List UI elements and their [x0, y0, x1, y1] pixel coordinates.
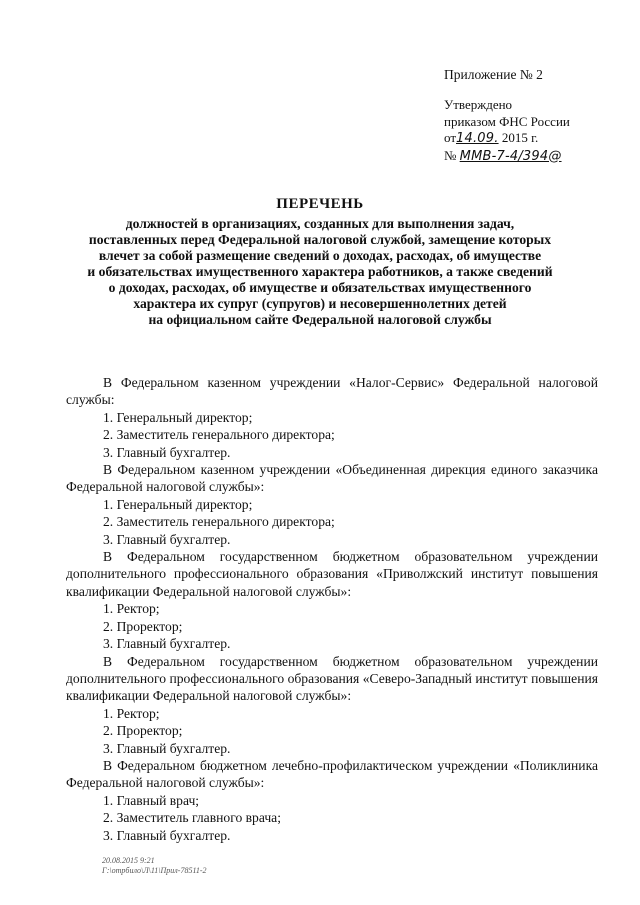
approval-block — [444, 97, 570, 165]
date-prefix: от — [444, 130, 457, 145]
document-title — [60, 196, 580, 328]
section-intro: В Федеральном государственном бюджетном образовательном учреждении дополнительного профессионального образования «Приволжский институт повышения квалификации Федеральной налоговой службы»: — [66, 549, 598, 599]
title-heading: ПЕРЕЧЕНЬ — [276, 196, 364, 212]
title-line: должностей в организациях, созданных для выполнения задач, — [125, 216, 515, 231]
footer-timestamp: 20.08.2015 9:21 — [102, 856, 155, 865]
position-item: 1. Главный врач; — [103, 792, 200, 808]
title-line: характера их супруг (супругов) и несовершеннолетних детей — [133, 296, 507, 311]
position-item: 2. Проректор; — [103, 618, 183, 634]
section-intro: В Федеральном государственном бюджетном образовательном учреждении дополнительного профессионального образования «Северо-Западный институт повышения квалификации Федеральной налоговой службы»: — [66, 653, 598, 704]
position-item: 2. Заместитель главного врача; — [103, 810, 281, 826]
appendix-label: Приложение № 2 — [444, 67, 543, 82]
section-intro: В Федеральном бюджетном лечебно-профилактическом учреждении «Поликлиника Федеральной налоговой службы»: — [66, 757, 598, 791]
approved-line: Утверждено — [444, 97, 513, 112]
order-number-line — [444, 148, 570, 166]
section-intro: В Федеральном казенном учреждении «Объединенная дирекция единого заказчика Федеральной налоговой службы»: — [66, 462, 598, 495]
title-line: о доходах, расходах, об имуществе и обязательствах имущественного — [108, 280, 532, 295]
position-item: 1. Генеральный директор; — [103, 409, 253, 425]
position-item: 2. Заместитель генерального директора; — [103, 514, 335, 530]
section-intro: В Федеральном казенном учреждении «Налог-Сервис» Федеральной налоговой службы: — [66, 375, 598, 408]
title-line: и обязательствах имущественного характера работников, а также сведений — [87, 264, 553, 279]
position-item: 3. Главный бухгалтер. — [103, 444, 231, 460]
file-footer — [102, 856, 207, 876]
title-line: влечет за собой размещение сведений о доходах, расходах, об имуществе — [98, 248, 542, 263]
order-line: приказом ФНС России — [444, 113, 570, 129]
date-suffix: 2015 г. — [501, 130, 539, 145]
title-subtitle — [60, 216, 580, 328]
order-number-handwritten: ММВ-7-4/394@ — [459, 148, 562, 164]
title-line: на официальном сайте Федеральной налоговой службы — [148, 312, 492, 327]
number-prefix: № — [444, 147, 457, 163]
order-date-line — [444, 130, 570, 148]
position-item: 3. Главный бухгалтер. — [103, 827, 231, 843]
position-item: 1. Генеральный директор; — [103, 496, 253, 512]
position-item: 3. Главный бухгалтер. — [103, 740, 231, 756]
order-date-handwritten: 14.09. — [456, 131, 499, 146]
position-item: 1. Ректор; — [103, 601, 160, 617]
position-item: 3. Главный бухгалтер. — [103, 531, 231, 547]
position-item: 1. Ректор; — [103, 705, 160, 721]
position-item: 3. Главный бухгалтер. — [103, 636, 231, 652]
title-line: поставленных перед Федеральной налоговой службой, замещение которых — [88, 232, 552, 247]
footer-filepath: Г:\отрбило\Л\11\Прил-78511-2 — [102, 866, 207, 875]
position-item: 2. Проректор; — [103, 723, 183, 739]
document-body — [66, 374, 598, 844]
position-item: 2. Заместитель генерального директора; — [103, 427, 335, 443]
